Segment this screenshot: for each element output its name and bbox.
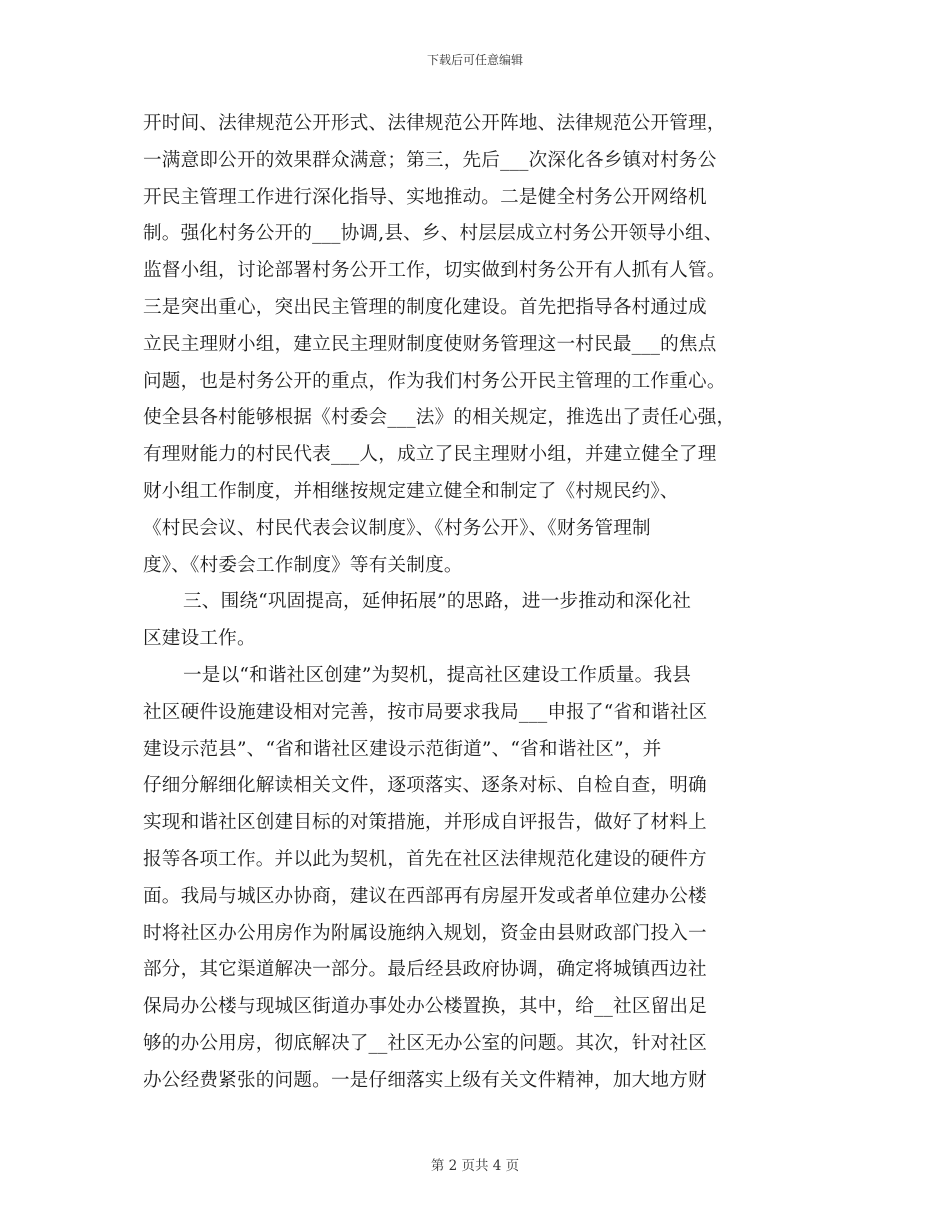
page-header-note: 下载后可任意编辑 [426,53,523,67]
body-line: 度》、《村委会工作制度》等有关制度。 [143,554,463,576]
body-line: 财小组工作制度，并相继按规定建立健全和制定了《村规民约》、 [143,480,679,502]
page-number: 第 2 页共 4 页 [430,1158,520,1174]
document-body [143,106,823,1100]
body-line: 报等各项工作。并以此为契机，首先在社区法律规范化建设的硬件方 [143,848,707,870]
body-line: 问题，也是村务公开的重点，作为我们村务公开民主管理的工作重心。 [143,370,726,392]
section-heading-line: 三、围绕“巩固提高，延伸拓展”的思路，进一步推动和深化社 [183,591,692,613]
body-line: 办公经费紧张的问题。一是仔细落实上级有关文件精神，加大地方财 [143,1069,707,1091]
body-line: 监督小组，讨论部署村务公开工作，切实做到村务公开有人抓有人管。 [143,260,726,282]
body-line: 区建设工作。 [143,628,256,650]
body-line: 实现和谐社区创建目标的对策措施，并形成自评报告，做好了材料上 [143,812,707,834]
body-line: 三是突出重心，突出民主管理的制度化建设。首先把指导各村通过成 [143,296,707,318]
body-line: 立民主理财小组，建立民主理财制度使财务管理这一村民最___的焦点 [143,333,717,355]
body-line: 有理财能力的村民代表___人，成立了民主理财小组，并建立健全了理 [143,444,717,466]
body-line: 仔细分解细化解读相关文件，逐项落实、逐条对标、自检自查，明确 [143,775,707,797]
body-line: 保局办公楼与现城区街道办事处办公楼置换，其中，给__社区留出足 [143,996,708,1018]
paragraph-start-line: 一是以“和谐社区创建”为契机，提高社区建设工作质量。我县 [183,664,692,686]
body-line: 面。我局与城区办协商，建议在西部再有房屋开发或者单位建办公楼 [143,885,707,907]
body-line: 够的办公用房，彻底解决了__社区无办公室的问题。其次，针对社区 [143,1032,708,1054]
body-line: 《村民会议、村民代表会议制度》、《村务公开》、《财务管理制 [143,517,651,539]
body-line: 开时间、法律规范公开形式、法律规范公开阵地、法律规范公开管理， [143,113,726,134]
body-line: 开民主管理工作进行深化指导、实地推动。二是健全村务公开网络机 [143,186,707,208]
body-line: 制。强化村务公开的___协调,县、乡、村层层成立村务公开领导小组、 [143,223,723,245]
body-line: 一满意即公开的效果群众满意；第三，先后___次深化各乡镇对村务公 [143,149,717,171]
body-line: 社区硬件设施建设相对完善，按市局要求我局___申报了“省和谐社区 [143,701,708,723]
body-line: 时将社区办公用房作为附属设施纳入规划，资金由县财政部门投入一 [143,922,707,944]
body-line: 部分，其它渠道解决一部分。最后经县政府协调，确定将城镇西边社 [143,959,707,981]
body-line: 使全县各村能够根据《村委会___法》的相关规定，推选出了责任心强， [143,407,736,429]
body-line: 建设示范县”、“省和谐社区建设示范街道”、“省和谐社区”，并 [143,738,662,760]
